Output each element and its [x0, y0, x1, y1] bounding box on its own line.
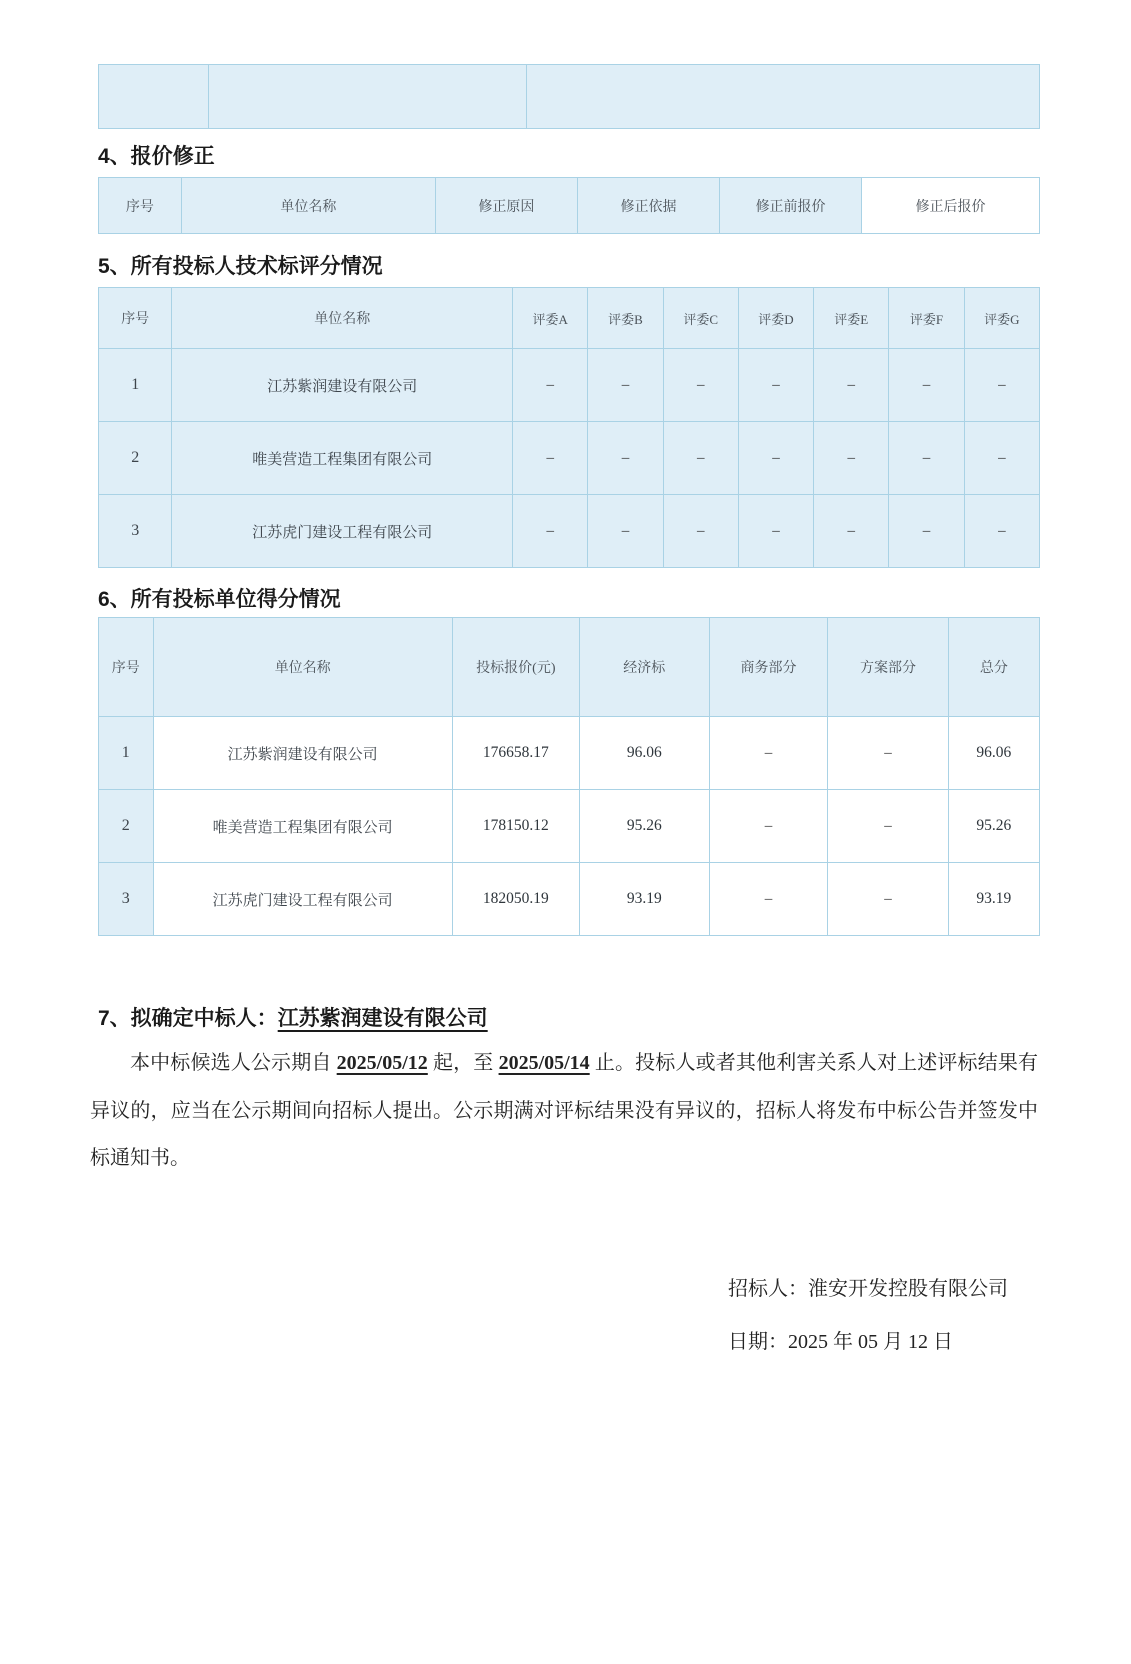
company-header-cell: 单位名称	[153, 618, 452, 717]
scheme-score-cell: –	[828, 863, 948, 936]
seq-cell: 3	[99, 495, 172, 568]
seq-cell: 2	[99, 790, 154, 863]
correction-reason-header-cell: 修正原因	[435, 178, 577, 234]
economic-header-cell: 经济标	[579, 618, 709, 717]
table-row	[99, 863, 1040, 936]
notice-text: 起，至	[427, 1052, 499, 1074]
company-header-cell: 单位名称	[181, 178, 435, 234]
score-cell: –	[738, 349, 813, 422]
seq-header-cell: 序号	[99, 618, 154, 717]
previous-section-partial-table	[98, 64, 1040, 129]
total-header-cell: 总分	[948, 618, 1039, 717]
score-cell: –	[738, 422, 813, 495]
technical-score-table	[98, 287, 1040, 568]
page-content	[0, 64, 1040, 1369]
score-cell: –	[513, 349, 588, 422]
scheme-score-cell: –	[828, 790, 948, 863]
score-cell: –	[889, 495, 964, 568]
score-cell: –	[588, 349, 663, 422]
company-name-cell: 江苏虎门建设工程有限公司	[172, 495, 513, 568]
score-cell: –	[738, 495, 813, 568]
scheme-score-cell: –	[828, 717, 948, 790]
table-row	[99, 65, 1040, 129]
section5-heading: 5、所有投标人技术标评分情况	[98, 255, 383, 278]
score-cell: –	[513, 422, 588, 495]
table-row	[99, 495, 1040, 568]
judge-g-header-cell: 评委G	[964, 288, 1039, 349]
score-cell: –	[964, 349, 1039, 422]
price-before-header-cell: 修正前报价	[720, 178, 862, 234]
table-row	[99, 790, 1040, 863]
economic-score-cell: 93.19	[579, 863, 709, 936]
seq-cell: 2	[99, 422, 172, 495]
price-after-header-cell: 修正后报价	[862, 178, 1040, 234]
seq-cell: 1	[99, 717, 154, 790]
score-cell: –	[964, 495, 1039, 568]
judge-e-header-cell: 评委E	[814, 288, 889, 349]
economic-score-cell: 95.26	[579, 790, 709, 863]
bid-price-cell: 182050.19	[452, 863, 579, 936]
table-header-row	[99, 178, 1040, 234]
company-name-cell: 江苏虎门建设工程有限公司	[153, 863, 452, 936]
company-name-cell: 江苏紫润建设有限公司	[172, 349, 513, 422]
seq-cell: 1	[99, 349, 172, 422]
empty-cell	[527, 65, 1040, 129]
price-correction-table	[98, 177, 1040, 234]
total-score-cell: 95.26	[948, 790, 1039, 863]
section7-heading	[98, 1006, 1040, 1032]
table-row	[99, 422, 1040, 495]
seq-cell: 3	[99, 863, 154, 936]
company-name-cell: 唯美营造工程集团有限公司	[172, 422, 513, 495]
score-cell: –	[588, 495, 663, 568]
judge-a-header-cell: 评委A	[513, 288, 588, 349]
publicity-notice-paragraph	[90, 1040, 1038, 1183]
commercial-score-cell: –	[709, 863, 828, 936]
total-score-table	[98, 617, 1040, 936]
total-score-cell: 96.06	[948, 717, 1039, 790]
empty-cell	[99, 65, 209, 129]
score-cell: –	[814, 422, 889, 495]
bid-price-cell: 178150.12	[452, 790, 579, 863]
date-line: 日期：2025 年 05 月 12 日	[728, 1330, 953, 1353]
table-header-row	[99, 288, 1040, 349]
commercial-header-cell: 商务部分	[709, 618, 828, 717]
empty-cell	[209, 65, 527, 129]
judge-f-header-cell: 评委F	[889, 288, 964, 349]
judge-b-header-cell: 评委B	[588, 288, 663, 349]
score-cell: –	[814, 349, 889, 422]
score-cell: –	[964, 422, 1039, 495]
total-score-cell: 93.19	[948, 863, 1039, 936]
company-name-cell: 唯美营造工程集团有限公司	[153, 790, 452, 863]
economic-score-cell: 96.06	[579, 717, 709, 790]
winner-company-name: 江苏紫润建设有限公司	[277, 1007, 488, 1030]
section6-heading: 6、所有投标单位得分情况	[98, 588, 341, 611]
score-cell: –	[513, 495, 588, 568]
company-header-cell: 单位名称	[172, 288, 513, 349]
table-row	[99, 349, 1040, 422]
bid-price-header-cell: 投标报价(元)	[452, 618, 579, 717]
notice-text: 本中标候选人公示期自	[130, 1052, 337, 1074]
commercial-score-cell: –	[709, 790, 828, 863]
judge-d-header-cell: 评委D	[738, 288, 813, 349]
seq-header-cell: 序号	[99, 178, 182, 234]
company-name-cell: 江苏紫润建设有限公司	[153, 717, 452, 790]
judge-c-header-cell: 评委C	[663, 288, 738, 349]
section4-heading: 4、报价修正	[98, 145, 215, 168]
bid-price-cell: 176658.17	[452, 717, 579, 790]
correction-basis-header-cell: 修正依据	[577, 178, 719, 234]
publicity-start-date: 2025/05/12	[336, 1052, 428, 1074]
signature-block	[728, 1263, 1040, 1369]
seq-header-cell: 序号	[99, 288, 172, 349]
tenderer-line: 招标人：淮安开发控股有限公司	[728, 1277, 1008, 1300]
score-cell: –	[889, 349, 964, 422]
publicity-end-date: 2025/05/14	[498, 1052, 590, 1074]
score-cell: –	[663, 349, 738, 422]
score-cell: –	[814, 495, 889, 568]
score-cell: –	[889, 422, 964, 495]
section7-heading-label: 7、拟确定中标人：	[98, 1007, 278, 1030]
table-header-row	[99, 618, 1040, 717]
commercial-score-cell: –	[709, 717, 828, 790]
notice-text: 止。投标人或者其他利害关系人对上述评标结果有异议的，应当在公示期间向招标人提出。公示期满对评标结果没有异议的，招标人将发布中标公告并签发中标通知书。	[90, 1052, 1039, 1169]
score-cell: –	[663, 422, 738, 495]
scheme-header-cell: 方案部分	[828, 618, 948, 717]
score-cell: –	[588, 422, 663, 495]
table-row	[99, 717, 1040, 790]
score-cell: –	[663, 495, 738, 568]
